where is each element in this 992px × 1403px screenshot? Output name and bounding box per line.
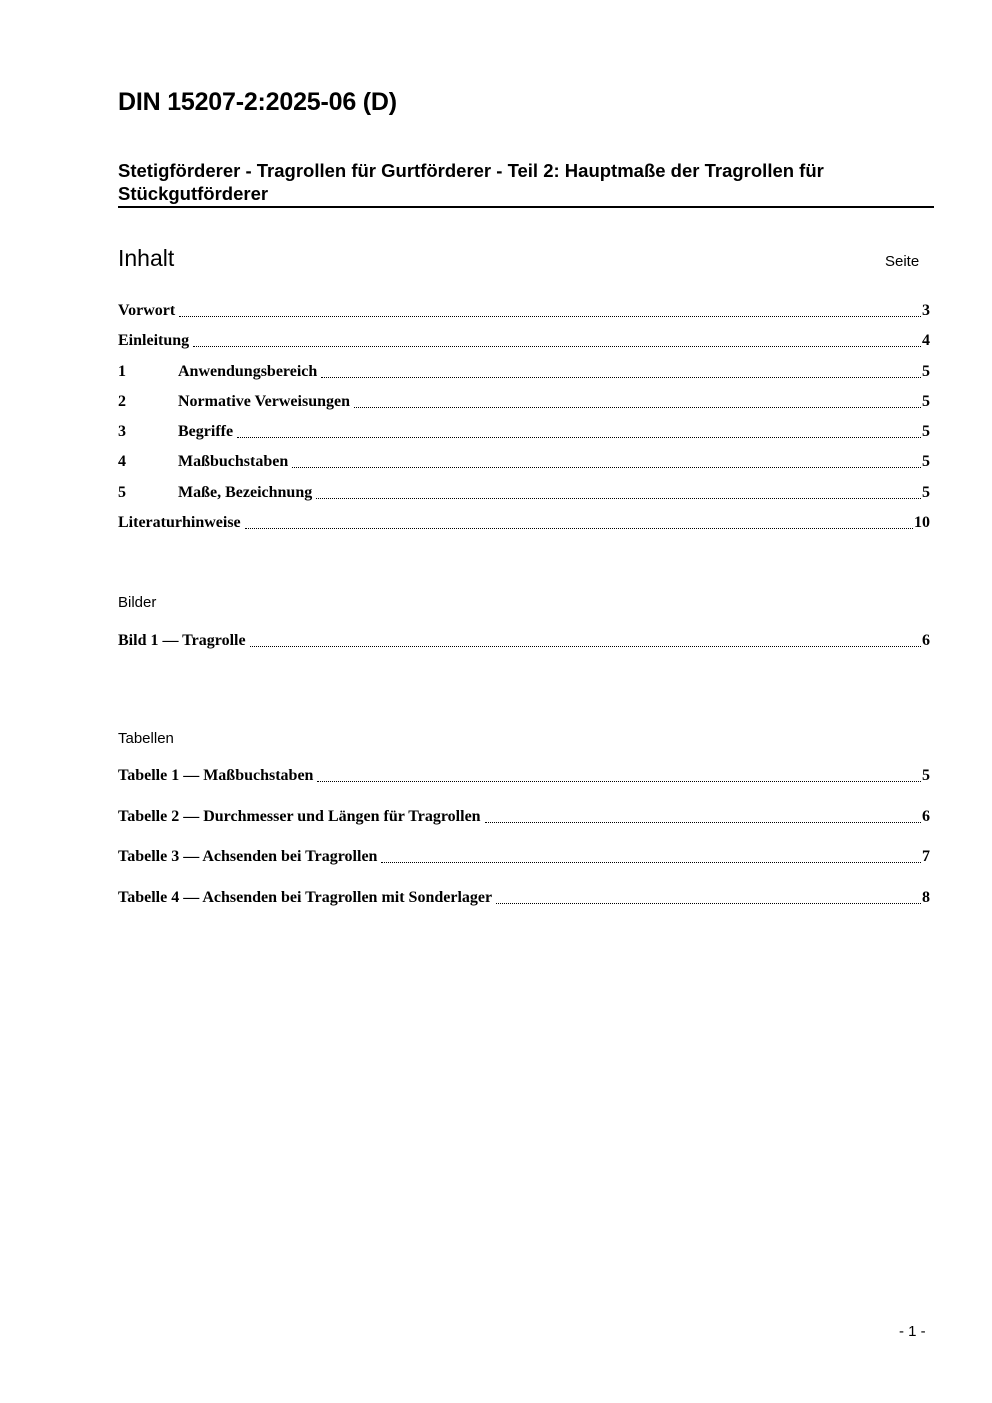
toc-entry-number: 3 xyxy=(118,423,126,440)
toc-dot-leader xyxy=(292,466,921,468)
toc-entry-page: 5 xyxy=(922,453,930,470)
toc-entry-label: Normative Verweisungen xyxy=(178,393,350,410)
toc-entry-page: 6 xyxy=(922,808,930,825)
toc-entry-label: Begriffe xyxy=(178,423,234,440)
toc-entry-literaturhinweise[interactable] xyxy=(118,514,930,534)
toc-entry-table-3[interactable] xyxy=(118,848,930,868)
toc-entry-page: 8 xyxy=(922,889,930,906)
toc-entry-label: Bild 1 — Tragrolle xyxy=(118,632,246,649)
document-title: DIN 15207-2:2025-06 (D) xyxy=(118,88,397,116)
toc-dot-leader xyxy=(496,902,921,904)
toc-dot-leader xyxy=(485,821,921,823)
toc-entry-page: 10 xyxy=(914,514,930,531)
toc-entry-page: 4 xyxy=(922,332,930,349)
page-column-label: Seite xyxy=(885,253,920,270)
toc-entry-number: 4 xyxy=(118,453,126,470)
toc-entry-page: 5 xyxy=(922,393,930,410)
toc-dot-leader xyxy=(354,406,921,408)
toc-entry-number: 2 xyxy=(118,393,126,410)
toc-dot-leader xyxy=(381,861,921,863)
toc-entry-page: 3 xyxy=(922,302,930,319)
toc-entry-label: Maßbuchstaben xyxy=(178,453,289,470)
figures-heading: Bilder xyxy=(118,594,157,611)
toc-entry-page: 6 xyxy=(922,632,930,649)
toc-dot-leader xyxy=(321,376,921,378)
toc-entry-masse-bezeichnung[interactable] xyxy=(118,484,930,504)
toc-entry-page: 5 xyxy=(922,767,930,784)
toc-dot-leader xyxy=(179,315,921,317)
toc-entry-label: Tabelle 4 — Achsenden bei Tragrollen mit Sonderlager xyxy=(118,889,493,906)
toc-entry-table-2[interactable] xyxy=(118,808,930,828)
toc-dot-leader xyxy=(245,527,913,529)
toc-entry-begriffe[interactable] xyxy=(118,423,930,443)
toc-entry-figure-1[interactable] xyxy=(118,632,930,652)
toc-entry-table-4[interactable] xyxy=(118,889,930,909)
toc-dot-leader xyxy=(250,645,921,647)
toc-entry-label: Tabelle 1 — Maßbuchstaben xyxy=(118,767,314,784)
tables-heading: Tabellen xyxy=(118,730,174,747)
toc-entry-label: Tabelle 3 — Achsenden bei Tragrollen xyxy=(118,848,378,865)
toc-entry-massbuchstaben[interactable] xyxy=(118,453,930,473)
toc-dot-leader xyxy=(316,497,921,499)
page-number: - 1 - xyxy=(899,1323,926,1340)
toc-entry-vorwort[interactable] xyxy=(118,302,930,322)
toc-entry-number: 1 xyxy=(118,363,126,380)
toc-entry-table-1[interactable] xyxy=(118,767,930,787)
toc-entry-label: Anwendungsbereich xyxy=(178,363,318,380)
toc-entry-label: Einleitung xyxy=(118,332,190,349)
toc-entry-label: Maße, Bezeichnung xyxy=(178,484,313,501)
toc-dot-leader xyxy=(317,780,921,782)
toc-entry-number: 5 xyxy=(118,484,126,501)
toc-entry-label: Tabelle 2 — Durchmesser und Längen für Tragrollen xyxy=(118,808,481,825)
toc-entry-einleitung[interactable] xyxy=(118,332,930,352)
toc-entry-page: 5 xyxy=(922,484,930,501)
toc-entry-label: Literaturhinweise xyxy=(118,514,241,531)
document-subtitle: Stetigförderer - Tragrollen für Gurtförderer - Teil 2: Hauptmaße der Tragrollen für Stückgutförderer xyxy=(118,159,934,208)
toc-entry-label: Vorwort xyxy=(118,302,176,319)
toc-entry-anwendungsbereich[interactable] xyxy=(118,363,930,383)
toc-dot-leader xyxy=(193,345,921,347)
toc-entry-page: 5 xyxy=(922,423,930,440)
toc-dot-leader xyxy=(237,436,921,438)
toc-heading: Inhalt xyxy=(118,245,175,271)
toc-entry-page: 5 xyxy=(922,363,930,380)
toc-entry-normative-verweisungen[interactable] xyxy=(118,393,930,413)
toc-entry-page: 7 xyxy=(922,848,930,865)
